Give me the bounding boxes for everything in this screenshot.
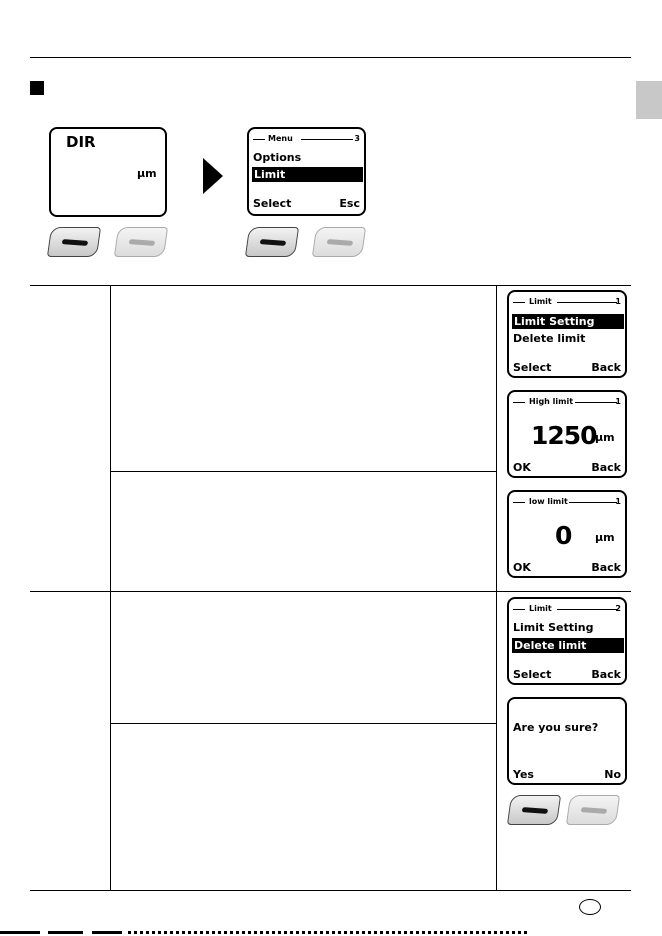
table-col-divider-1 xyxy=(110,285,111,891)
limit-screen-1 xyxy=(507,290,627,378)
limit-2-number: 2 xyxy=(615,604,621,613)
table-top-rule xyxy=(30,285,631,286)
limit-setting-item[interactable]: Limit Setting xyxy=(512,314,624,329)
softkey-back-label: Back xyxy=(591,461,621,474)
table-bottom-rule xyxy=(30,890,631,891)
row-divider xyxy=(30,591,631,592)
softkey-ok-label: OK xyxy=(513,461,531,474)
footer-strip xyxy=(128,931,528,934)
confirm-screen xyxy=(507,697,627,785)
menu-header xyxy=(253,134,360,144)
limit-1-title: Limit xyxy=(529,297,552,306)
row-sub-divider-2 xyxy=(110,723,496,724)
menu-item-options[interactable]: Options xyxy=(253,151,302,164)
limit-1-number: 1 xyxy=(615,297,621,306)
high-limit-unit: µm xyxy=(595,431,615,444)
high-limit-title: High limit xyxy=(529,397,574,406)
section-marker-icon xyxy=(30,81,44,95)
confirm-right-softkey-button[interactable] xyxy=(566,795,620,825)
delete-limit-item[interactable]: Delete limit xyxy=(512,638,624,653)
menu-page-number: 3 xyxy=(354,134,360,143)
softkey-esc-label: Esc xyxy=(339,197,360,210)
low-limit-number: 1 xyxy=(615,497,621,506)
row-sub-divider-1 xyxy=(110,471,496,472)
table-col-divider-2 xyxy=(496,285,497,891)
left-softkey-button[interactable] xyxy=(47,227,101,257)
low-limit-unit: µm xyxy=(595,531,615,544)
arrow-right-icon xyxy=(203,158,223,194)
softkey-back-label: Back xyxy=(591,561,621,574)
confirm-message: Are you sure? xyxy=(513,721,599,734)
softkey-ok-label: OK xyxy=(513,561,531,574)
dir-screen xyxy=(49,127,167,217)
low-limit-value: 0 xyxy=(555,521,573,550)
menu-item-limit[interactable]: Limit xyxy=(252,167,363,182)
softkey-back-label: Back xyxy=(591,668,621,681)
language-badge-icon xyxy=(579,899,601,915)
dir-title: DIR xyxy=(66,133,96,151)
menu-right-softkey-button[interactable] xyxy=(312,227,366,257)
low-limit-screen xyxy=(507,490,627,578)
menu-screen xyxy=(247,127,366,216)
high-limit-header xyxy=(513,397,621,407)
dir-unit: µm xyxy=(137,167,157,180)
softkey-select-label: Select xyxy=(253,197,292,210)
delete-limit-item[interactable]: Delete limit xyxy=(513,332,586,345)
footer-strip xyxy=(92,931,122,934)
softkey-back-label: Back xyxy=(591,361,621,374)
softkey-no-label: No xyxy=(604,768,621,781)
low-limit-header xyxy=(513,497,621,507)
limit-screen-2 xyxy=(507,597,627,685)
chapter-tab xyxy=(636,81,662,119)
footer-strip xyxy=(48,931,83,934)
high-limit-value: 1250 xyxy=(531,421,597,450)
softkey-select-label: Select xyxy=(513,361,552,374)
limit-setting-item[interactable]: Limit Setting xyxy=(513,621,594,634)
high-limit-screen xyxy=(507,390,627,478)
softkey-select-label: Select xyxy=(513,668,552,681)
menu-left-softkey-button[interactable] xyxy=(245,227,299,257)
menu-title: Menu xyxy=(268,134,293,143)
high-limit-number: 1 xyxy=(615,397,621,406)
limit-2-header xyxy=(513,604,621,614)
low-limit-title: low limit xyxy=(529,497,568,506)
softkey-yes-label: Yes xyxy=(513,768,534,781)
header-rule xyxy=(30,57,631,58)
confirm-left-softkey-button[interactable] xyxy=(507,795,561,825)
right-softkey-button[interactable] xyxy=(114,227,168,257)
limit-2-title: Limit xyxy=(529,604,552,613)
limit-1-header xyxy=(513,297,621,307)
footer-strip xyxy=(0,931,40,934)
